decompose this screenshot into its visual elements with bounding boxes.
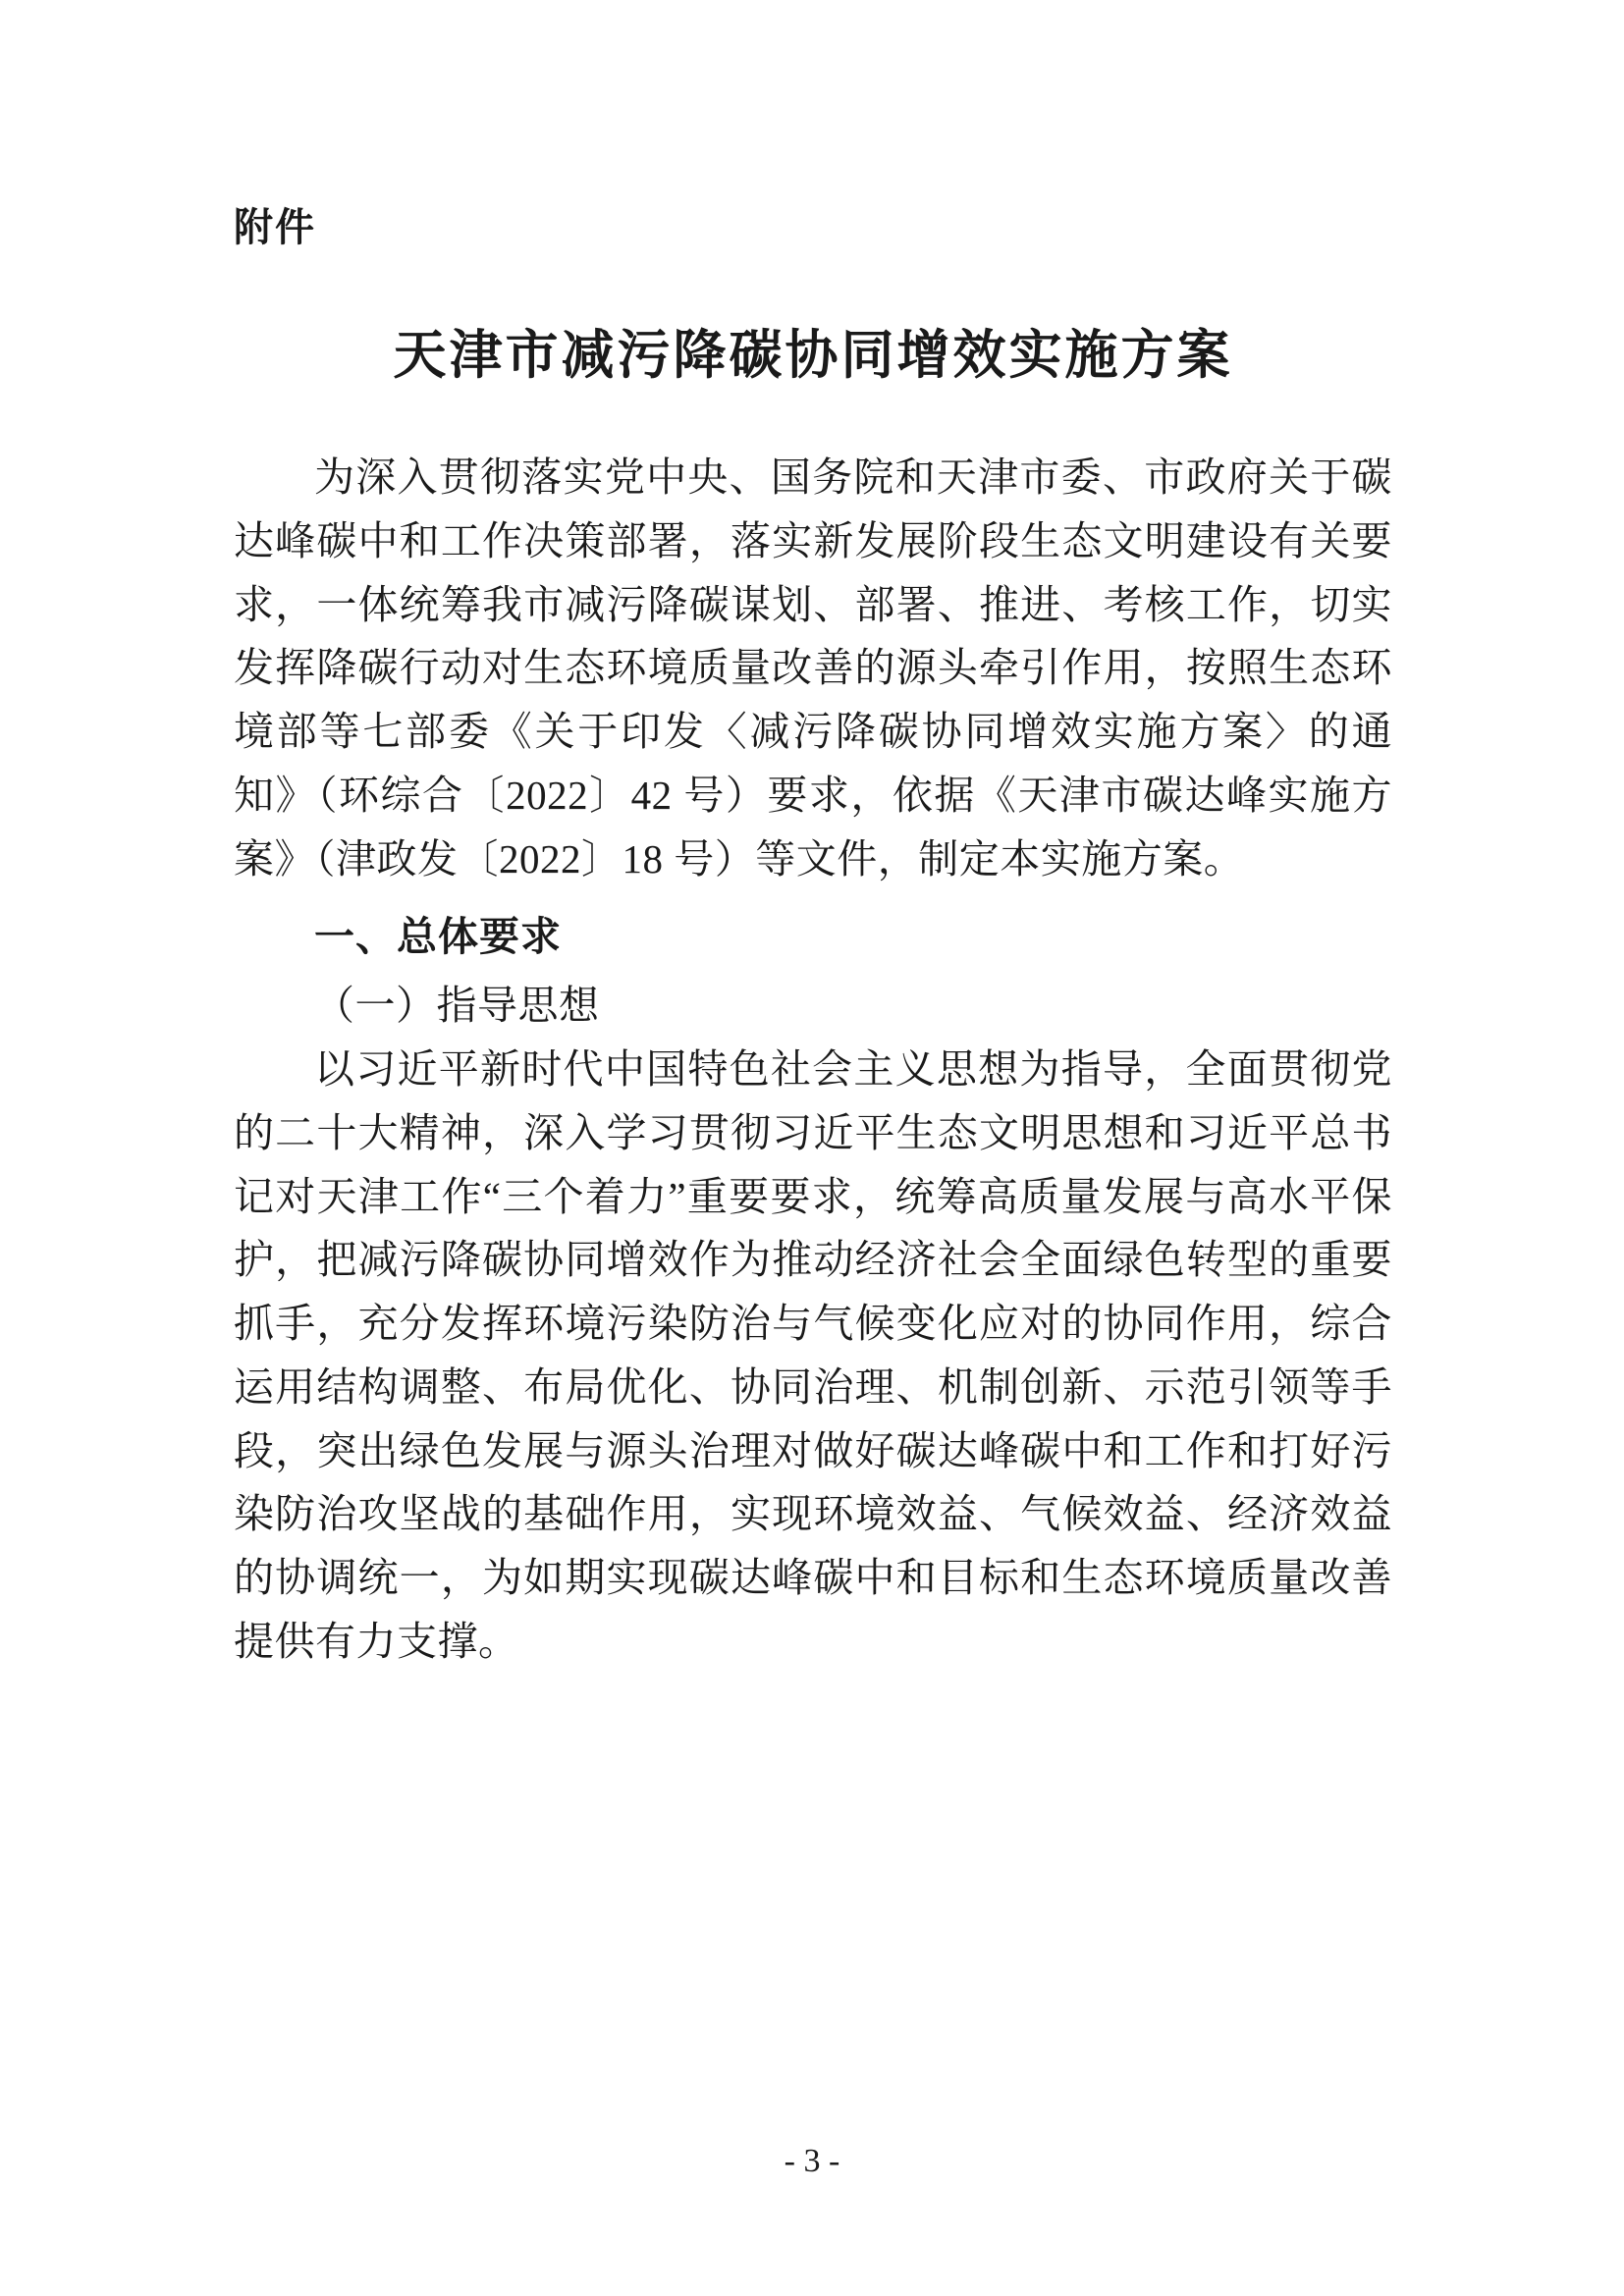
page-title: 天津市减污降碳协同增效实施方案 <box>393 323 1233 386</box>
intro-block <box>234 446 1392 890</box>
section-heading-general-requirements: 一、总体要求 <box>314 912 562 960</box>
attachment-label: 附件 <box>234 205 316 250</box>
page-content <box>234 0 1392 1674</box>
intro-paragraph: 为深入贯彻落实党中央、国务院和天津市委、市政府关于碳达峰碳中和工作决策部署，落实新发展阶段生态文明建设有关要求，一体统筹我市减污降碳谋划、部署、推进、考核工作，切实发挥降碳行动对生态环境质量改善的源头牵引作用，按照生态环境部等七部委《关于印发〈减污降碳协同增效实施方案〉的通知》（环综合〔2022〕42 号）要求，依据《天津市碳达峰实施方案》（津政发〔2022〕18 号）等文件，制定本实施方案。 <box>234 454 1392 881</box>
page-number: - 3 - <box>784 2143 840 2179</box>
sub-heading-guiding-ideology: （一）指导思想 <box>314 982 600 1030</box>
section-paragraph: 以习近平新时代中国特色社会主义思想为指导，全面贯彻党的二十大精神，深入学习贯彻习近平生态文明思想和习近平总书记对天津工作“三个着力”重要要求，统筹高质量发展与高水平保护，把减污降碳协同增效作为推动经济社会全面绿色转型的重要抓手，充分发挥环境污染防治与气候变化应对的协同作用，综合运用结构调整、布局优化、协同治理、机制创新、示范引领等手段，突出绿色发展与源头治理对做好碳达峰碳中和工作和打好污染防治攻坚战的基础作用，实现环境效益、气候效益、经济效益的协调统一，为如期实现碳达峰碳中和目标和生态环境质量改善提供有力支撑。 <box>234 1046 1392 1664</box>
